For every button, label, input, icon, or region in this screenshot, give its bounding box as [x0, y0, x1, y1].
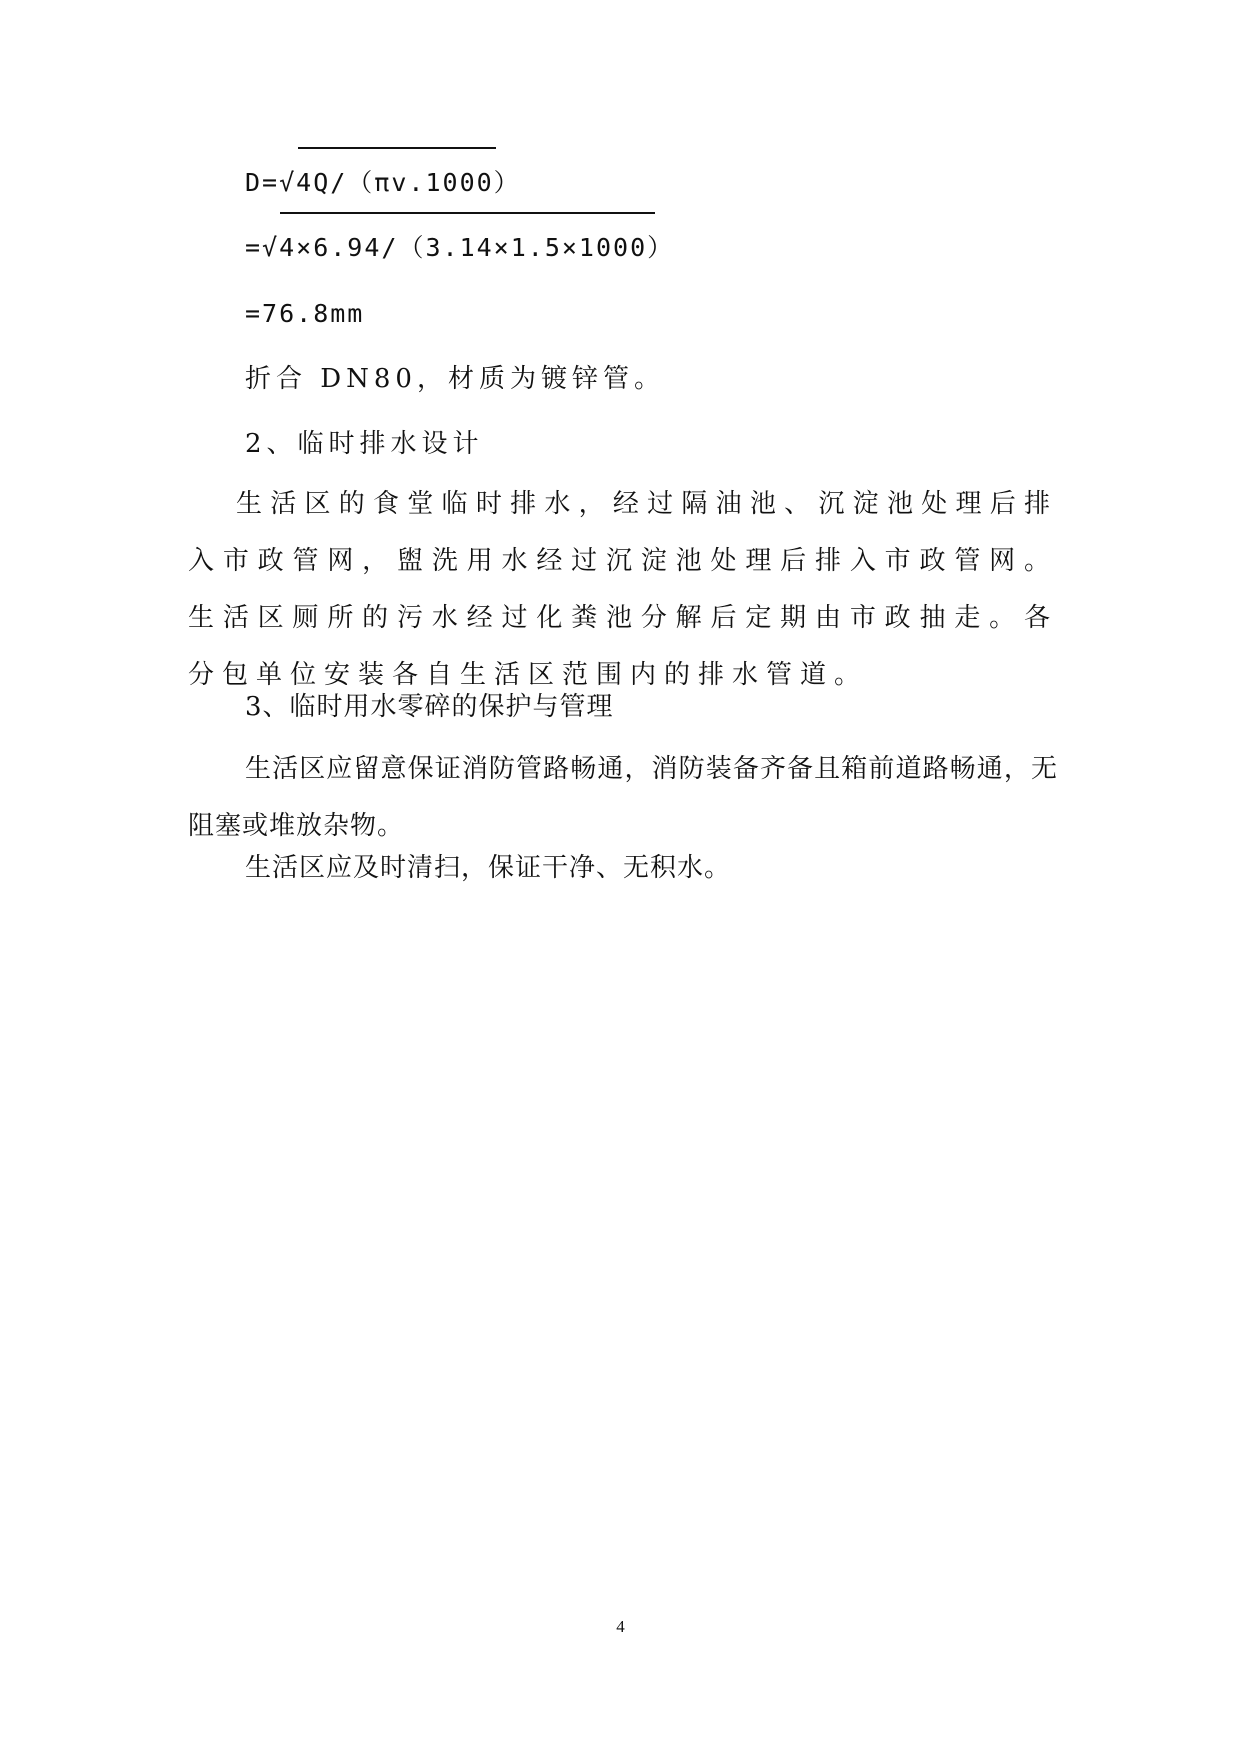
- conversion-text: 折合 DN80，材质为镀锌管。: [245, 364, 665, 394]
- section-3-paragraph-2: 生活区应及时清扫，保证干净、无积水。: [245, 853, 732, 883]
- formula-line-3: =76.8mm: [245, 299, 365, 328]
- section-3-heading: 3、临时用水零碎的保护与管理: [245, 692, 614, 722]
- radical-overbar-1: [298, 147, 496, 149]
- page-number: 4: [616, 1617, 625, 1636]
- radical-overbar-2: [280, 212, 655, 214]
- section-2-heading: 2、临时排水设计: [245, 429, 484, 459]
- section-2-body: 生活区的食堂临时排水，经过隔油池、沉淀池处理后排入市政管网，盥洗用水经过沉淀池处理后排入市政管网。生活区厕所的污水经过化粪池分解后定期由市政抽走。各分包单位安装各自生活区范围内的排水管道。: [188, 489, 1058, 690]
- formula-line-1: D=√4Q/（πv.1000）: [245, 168, 521, 197]
- formula-line-2: =√4×6.94/（3.14×1.5×1000）: [245, 233, 675, 262]
- section-3-paragraph-1: 生活区应留意保证消防管路畅通，消防装备齐备且箱前道路畅通，无阻塞或堆放杂物。: [188, 754, 1058, 841]
